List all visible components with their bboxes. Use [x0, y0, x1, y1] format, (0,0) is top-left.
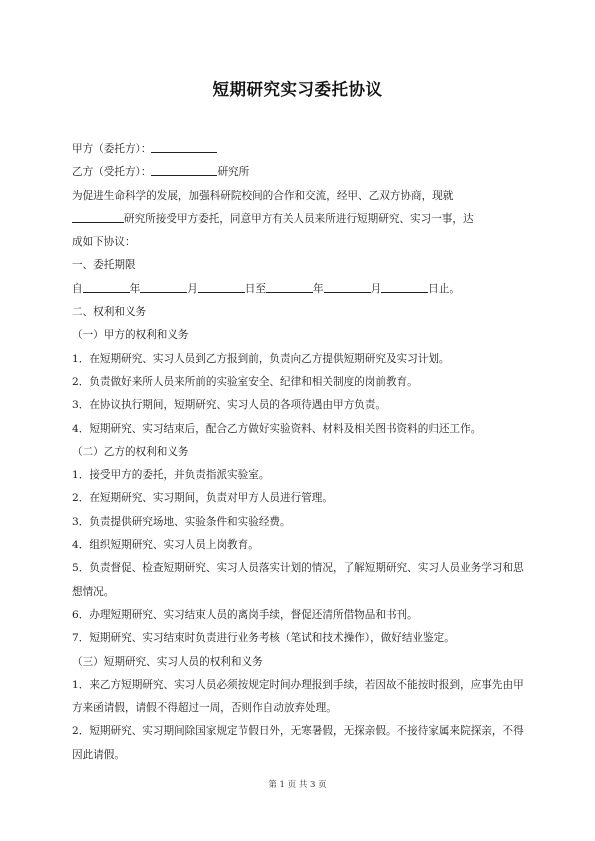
party-a-label: 甲方（委托方）： — [72, 143, 152, 155]
b-item: 6．办理短期研究、实习结束人员的离岗手续，督促还清所借物品和书刊。 — [72, 608, 418, 621]
party-b-line — [72, 161, 524, 184]
institute-blank — [72, 209, 124, 223]
start-day-blank — [198, 279, 245, 293]
period-line — [72, 278, 524, 301]
period-day-end: 日止。 — [428, 282, 460, 295]
subsection-a-heading: （一）甲方的权利和义务 — [72, 329, 189, 342]
b-item: 3．负责提供研究场地、实验条件和实验经费。 — [72, 515, 291, 528]
period-day-to: 日至 — [244, 282, 266, 295]
period-month-2: 月 — [370, 282, 382, 295]
b-item: 7．短期研究、实习结束时负责进行业务考核（笔试和技术操作），做好结业鉴定。 — [72, 632, 455, 645]
end-day-blank — [381, 279, 428, 293]
c-item: 1．来乙方短期研究、实习人员必须按规定时间办理报到手续，若因故不能按时报到，应事先由甲方来函请假，请假不得超过一周，否则作自动放弃处理。 — [72, 678, 524, 715]
period-year-2: 年 — [312, 282, 324, 295]
a-item: 1．在短期研究、实习人员到乙方报到前，负责向乙方提供短期研究及实习计划。 — [72, 352, 450, 365]
period-year-1: 年 — [129, 282, 141, 295]
a-item: 4．短期研究、实习结束后，配合乙方做好实验资料、材料及相关图书资料的归还工作。 — [72, 422, 482, 435]
page-footer: 第 1 页 共 3 页 — [268, 780, 327, 790]
subsection-c-heading: （三）短期研究、实习人员的权利和义务 — [72, 655, 263, 668]
start-year-blank — [83, 279, 130, 293]
intro-text-2: 研究所接受甲方委托，同意甲方有关人员来所进行短期研究、实习一事，达 — [124, 212, 474, 225]
end-year-blank — [266, 279, 313, 293]
a-item: 2．负责做好来所人员来所前的实验室安全、纪律和相关制度的岗前教育。 — [72, 375, 418, 388]
document-body — [72, 138, 524, 767]
section-2-heading: 二、权利和义务 — [72, 306, 147, 319]
section-1-heading: 一、委托期限 — [72, 259, 136, 272]
b-item: 1．接受甲方的委托，并负责指派实验室。 — [72, 469, 270, 482]
period-month-1: 月 — [187, 282, 198, 295]
party-a-blank — [151, 139, 217, 153]
c-item: 2．短期研究、实习期间除国家规定节假日外，无寒暑假，无探亲假。不接待家属来院探亲，不得因此请假。 — [72, 725, 524, 761]
start-month-blank — [140, 279, 187, 293]
b-item: 5．负责督促、检查短期研究、实习人员落实计划的情况，了解短期研究、实习人员业务学习和思想情况。 — [72, 562, 524, 598]
b-item: 2．在短期研究、实习期间，负责对甲方人员进行管理。 — [72, 492, 333, 505]
document-title: 短期研究实习委托协议 — [212, 80, 383, 99]
period-from: 自 — [72, 282, 83, 295]
party-b-suffix: 研究所 — [217, 166, 250, 179]
party-a-line — [72, 138, 524, 161]
party-b-blank — [151, 162, 217, 176]
intro-line-3: 成如下协议： — [72, 236, 136, 249]
party-b-label: 乙方（受托方）： — [72, 166, 152, 179]
a-item: 3．在协议执行期间，短期研究、实习人员的各项待遇由甲方负责。 — [72, 399, 386, 412]
intro-line-2 — [72, 208, 524, 231]
end-month-blank — [324, 279, 371, 293]
intro-line-1: 为促进生命科学的发展，加强科研院校间的合作和交流，经甲、乙双方协商，现就 — [72, 189, 454, 202]
b-item: 4．组织短期研究、实习人员上岗教育。 — [72, 539, 259, 552]
subsection-b-heading: （二）乙方的权利和义务 — [72, 445, 189, 458]
